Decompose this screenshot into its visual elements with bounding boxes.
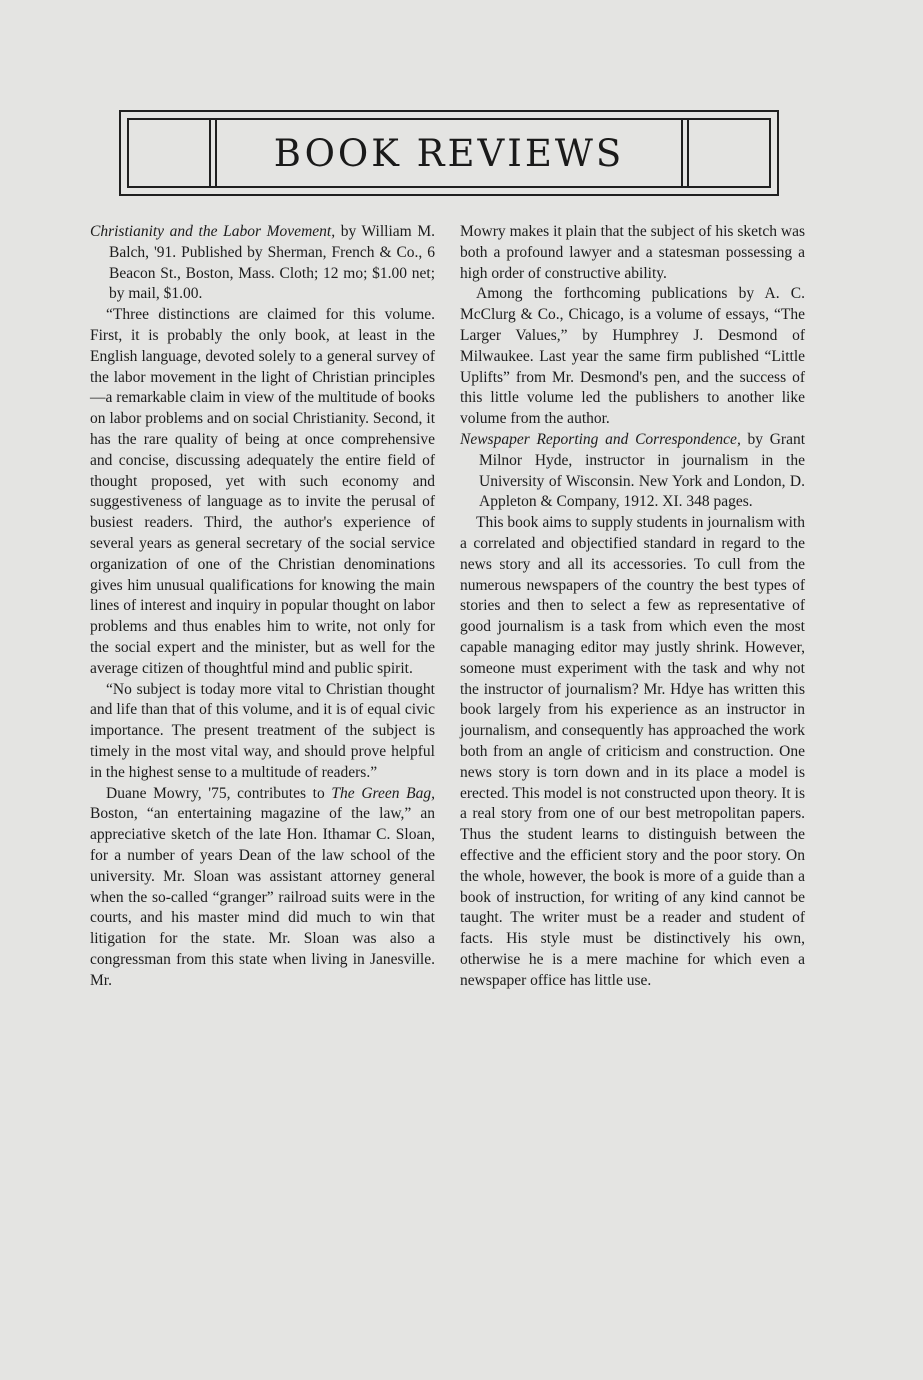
review-green-bag	[90, 784, 435, 992]
header-inner-frame	[127, 118, 771, 188]
header-left-bar-inner	[215, 120, 217, 186]
header-right-bar-inner	[681, 120, 683, 186]
left-column	[90, 222, 435, 991]
book-title-newspaper: Newspaper Reporting and Correspondence,	[460, 430, 741, 448]
citation-christianity: by William M. Balch, '91. Published by Sherman, French & Co., 6 Beacon St., Boston, Mass. Cloth; 12 mo; $1.00 net; by mail, $1.00.	[109, 223, 435, 303]
review-paragraph: This book aims to supply students in journalism with a correlated and objectified standard in regard to the news story and all its accessories. To cull from the numerous newspapers of the country the best types of stories and then to select a few as representative of good journalism is a task from which even the most capable managing editor may justly shrink. However, someone must experiment with the task and why not the instructor of journalism? Mr. Hdye has written this book largely from his experience as an instructor in journalism, and consequently has approached the work both from an angle of criticism and construction. One news story is torn down and in its place a model is erected. This model is not constructed upon theory. It is a real story from one of our best metropolitan papers. Thus the student learns to distinguish between the effective and the efficient story and the poor story. On the whole, however, the book is more of a guide than a book of instruction, for writing of any kind cannot be taught. The writer must be a reader and student of facts. His style must be distinctively his own, otherwise he is a mere machine for which even a newspaper office has little use.	[460, 514, 805, 989]
header-left-bar	[209, 120, 211, 186]
header-right-bar	[687, 120, 689, 186]
book-title-christianity: Christianity and the Labor Movement,	[90, 223, 336, 240]
review-paragraph: “No subject is today more vital to Christian thought and life than that of this volume, and it is of equal civic importance. The present treatment of the subject is timely in the most vital way, and should prove helpful in the highest sense to a multitude of readers.”	[90, 680, 435, 781]
green-bag-text-after: Boston, “an entertaining magazine of the law,” an appreciative sketch of the late Hon. Ithamar C. Sloan, for a number of years Dean of the law school of the university. Mr. Sloan was assistant attorney general when the so-called “granger” railroad suits were in the courts, and his master mind did much to win that litigation for the state. Mr. Sloan was also a congressman from this state when living in Janesville. Mr.	[90, 805, 435, 989]
page-title: BOOK REVIEWS	[273, 131, 625, 175]
magazine-title-green-bag: The Green Bag,	[331, 784, 435, 802]
header-frame	[119, 110, 779, 196]
review-citation-christianity	[90, 222, 435, 305]
review-larger-values: Among the forthcoming publications by A. C. McClurg & Co., Chicago, is a volume of essays, “The Larger Values,” by Humphrey J. Desmond of Milwaukee. Last year the same firm published “Little Uplifts” from Mr. Desmond's pen, and the success of this little volume led the publishers to another like volume from the author.	[460, 285, 805, 428]
review-paragraph: “Three distinctions are claimed for this volume. First, it is probably the only book, at least in the English language, devoted solely to a general survey of the labor movement in the light of Christian principles—a remarkable claim in view of the multitude of books on labor problems and on social Christianity. Second, it has the rare quality of being at once comprehensive and concise, discussing adequately the entire field of thought proposed, yet with such economy and suggestiveness of language as to invite the perusal of busiest readers. Third, the author's experience of several years as general secretary of the social service organization of one of the Christian denominations gives him unusual qualifications for knowing the main lines of interest and inquiry in popular thought on labor problems and thus enables him to write, not only for the social expert and the minister, but as well for the average citizen of thoughtful mind and public spirit.	[90, 306, 435, 677]
citation-newspaper: by Grant Milnor Hyde, instructor in journalism in the University of Wisconsin. New York and London, D. Appleton & Company, 1912. XI. 348 pages.	[479, 430, 806, 511]
green-bag-text-before: Duane Mowry, '75, contributes to	[106, 784, 332, 802]
review-citation-newspaper	[460, 430, 805, 513]
review-continuation: Mowry makes it plain that the subject of his sketch was both a profound lawyer and a statesman possessing a high order of constructive ability.	[460, 223, 805, 282]
right-column	[460, 222, 805, 991]
